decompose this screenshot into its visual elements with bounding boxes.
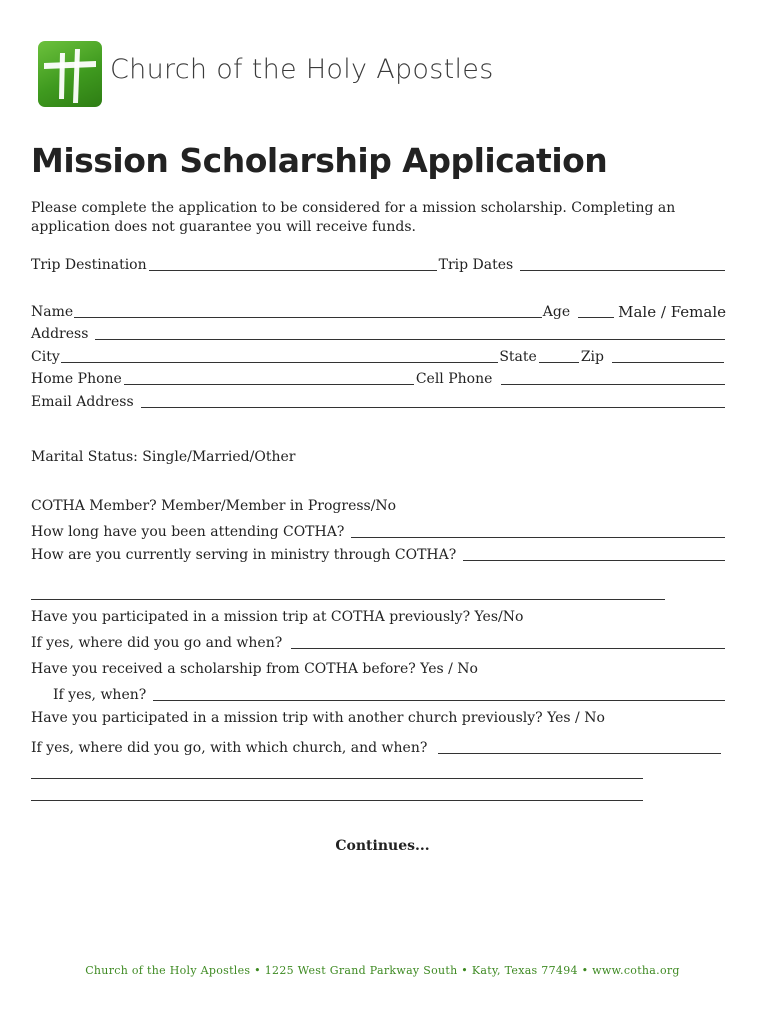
intro-text: Please complete the application to be considered for a mission scholarship. Completing an application does not guarantee you will receive funds.: [31, 200, 676, 235]
phone-row: [31, 370, 726, 388]
other-church-question[interactable]: Have you participated in a mission trip with another church previously? Yes / No: [31, 710, 605, 726]
state-label: State: [499, 349, 537, 365]
if-yes-when-field[interactable]: [153, 686, 725, 701]
state-field[interactable]: [539, 348, 579, 363]
trip-dates-label: Trip Dates: [438, 257, 514, 273]
email-label: Email Address: [31, 394, 134, 410]
details-extra-line-2[interactable]: [31, 800, 643, 801]
age-field[interactable]: [578, 303, 614, 318]
details-extra-line-1[interactable]: [31, 778, 643, 779]
how-long-row: [31, 523, 726, 541]
city-row: [31, 348, 726, 366]
marital-status[interactable]: Marital Status: Single/Married/Other: [31, 449, 296, 465]
trip-dates-field[interactable]: [520, 256, 725, 271]
trip-destination-label: Trip Destination: [31, 257, 147, 273]
name-field[interactable]: [74, 303, 542, 318]
name-label: Name: [31, 304, 74, 320]
serving-field[interactable]: [463, 546, 725, 561]
name-row: [31, 303, 726, 321]
where-when-field[interactable]: [291, 634, 725, 649]
continues-label: Continues...: [335, 838, 430, 854]
age-label: Age: [542, 304, 571, 320]
zip-label: Zip: [580, 349, 604, 365]
email-field[interactable]: [141, 393, 725, 408]
cell-phone-field[interactable]: [501, 370, 725, 385]
where-when-row: [31, 634, 726, 652]
serving-extra-line[interactable]: [31, 599, 665, 600]
cotha-member[interactable]: COTHA Member? Member/Member in Progress/No: [31, 498, 397, 514]
serving-label: How are you currently serving in ministry through COTHA?: [31, 547, 457, 563]
if-yes-when-label: If yes, when?: [53, 687, 147, 703]
other-church-details-row: [31, 739, 722, 757]
cross-logo-icon: [38, 41, 102, 107]
trip-destination-field[interactable]: [149, 256, 437, 271]
address-label: Address: [31, 326, 89, 342]
page-title: Mission Scholarship Application: [31, 141, 608, 180]
trip-row: [31, 256, 726, 274]
address-row: [31, 325, 726, 343]
mission-previously-question[interactable]: Have you participated in a mission trip at COTHA previously? Yes/No: [31, 609, 524, 625]
home-phone-field[interactable]: [124, 370, 414, 385]
scholarship-before-question[interactable]: Have you received a scholarship from COTHA before? Yes / No: [31, 661, 478, 677]
other-church-details-field[interactable]: [438, 739, 721, 754]
cell-phone-label: Cell Phone: [415, 371, 493, 387]
address-field[interactable]: [95, 325, 725, 340]
org-name: Church of the Holy Apostles: [110, 54, 494, 85]
city-label: City: [31, 349, 60, 365]
city-field[interactable]: [61, 348, 499, 363]
gender-options[interactable]: Male / Female: [618, 303, 726, 321]
if-yes-when-row: [53, 686, 726, 704]
email-row: [31, 393, 726, 411]
serving-row: [31, 546, 726, 564]
home-phone-label: Home Phone: [31, 371, 122, 387]
zip-field[interactable]: [612, 348, 724, 363]
how-long-field[interactable]: [351, 523, 725, 538]
other-church-details-label: If yes, where did you go, with which church, and when?: [31, 740, 428, 756]
how-long-label: How long have you been attending COTHA?: [31, 524, 345, 540]
where-when-label: If yes, where did you go and when?: [31, 635, 283, 651]
footer-address: Church of the Holy Apostles • 1225 West Grand Parkway South • Katy, Texas 77494 • www.cotha.org: [85, 964, 680, 977]
